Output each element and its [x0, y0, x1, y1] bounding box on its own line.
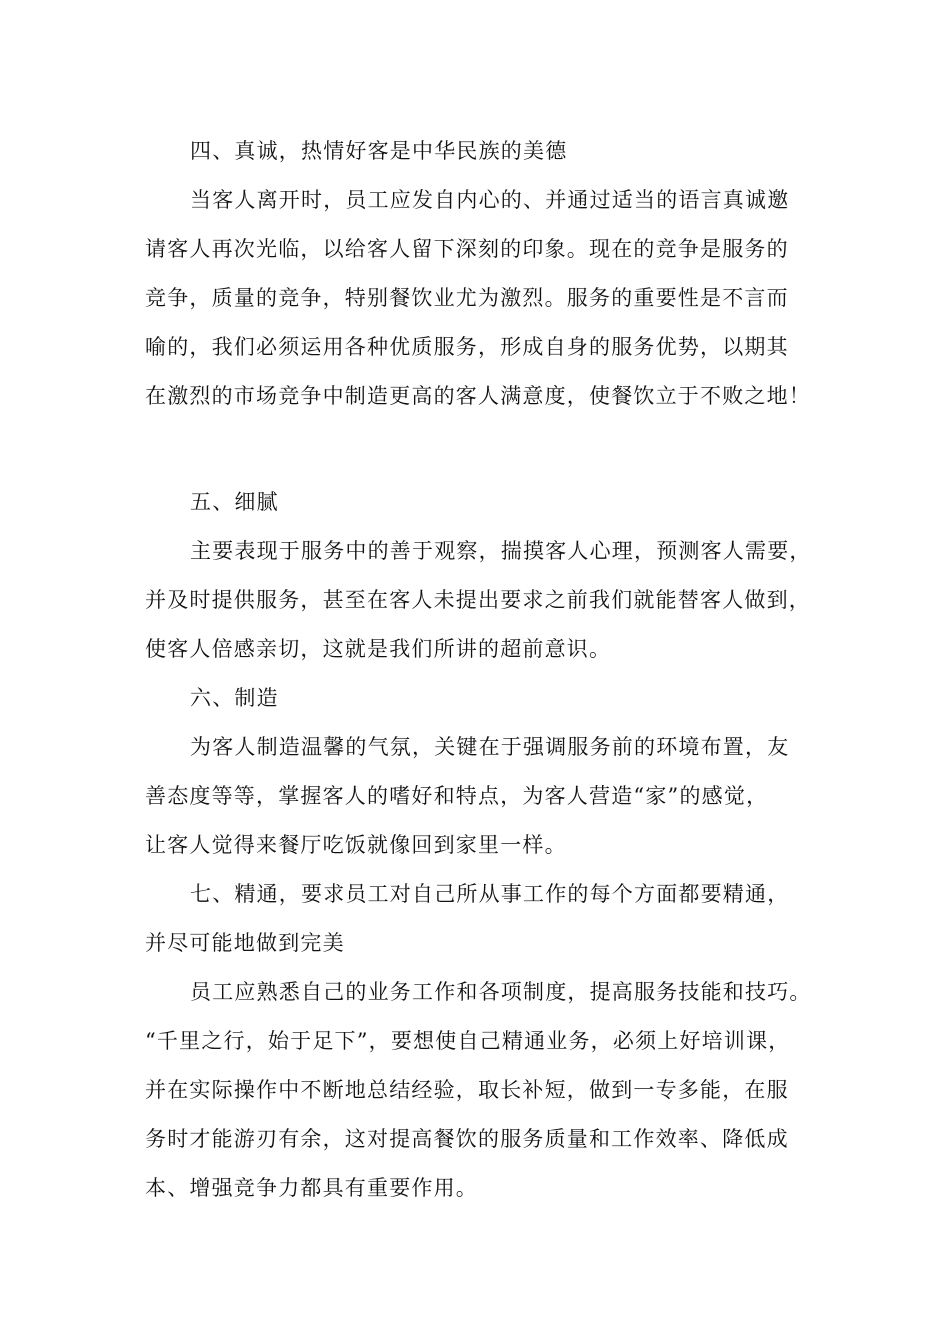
paragraph-line: 在激烈的市场竞争中制造更高的客人满意度，使餐饮立于不败之地！ [145, 384, 811, 408]
paragraph-line: 让客人觉得来餐厅吃饭就像回到家里一样。 [145, 833, 567, 857]
section-4 [145, 127, 825, 421]
section-heading: 五、细腻 [190, 490, 279, 514]
section-heading: 六、制造 [190, 686, 279, 710]
paragraph-line: 主要表现于服务中的善于观察，揣摸客人心理，预测客人需要， [190, 539, 812, 563]
paragraph-line: 喻的，我们必须运用各种优质服务，形成自身的服务优势，以期其 [145, 335, 789, 359]
paragraph-line: 员工应熟悉自己的业务工作和各项制度，提高服务技能和技巧。 [190, 980, 812, 1004]
section-7 [145, 870, 825, 1213]
paragraph-line: 务时才能游刃有余，这对提高餐饮的服务质量和工作效率、降低成 [145, 1127, 789, 1151]
section-heading: 四、真诚，热情好客是中华民族的美德 [190, 139, 568, 163]
paragraph-line: 当客人离开时，员工应发自内心的、并通过适当的语言真诚邀 [190, 188, 790, 212]
section-5 [145, 478, 825, 674]
paragraph-line: 使客人倍感亲切，这就是我们所讲的超前意识。 [145, 637, 612, 661]
section-6 [145, 674, 825, 870]
paragraph-line: 并及时提供服务，甚至在客人未提出要求之前我们就能替客人做到， [145, 588, 811, 612]
paragraph-line: “千里之行，始于足下”，要想使自己精通业务，必须上好培训课， [145, 1029, 791, 1053]
section-heading: 七、精通，要求员工对自己所从事工作的每个方面都要精通， [190, 882, 790, 906]
paragraph-line: 并在实际操作中不断地总结经验，取长补短，做到一专多能，在服 [145, 1078, 789, 1102]
paragraph-line: 请客人再次光临，以给客人留下深刻的印象。现在的竞争是服务的 [145, 237, 789, 261]
paragraph-line: 本、增强竞争力都具有重要作用。 [145, 1176, 478, 1200]
paragraph-line: 竞争，质量的竞争，特别餐饮业尤为激烈。服务的重要性是不言而 [145, 286, 789, 310]
paragraph-line: 为客人制造温馨的气氛，关键在于强调服务前的环境布置，友 [190, 735, 790, 759]
paragraph-line: 善态度等等，掌握客人的嗜好和特点，为客人营造“家”的感觉， [145, 784, 769, 808]
section-heading: 并尽可能地做到完美 [145, 931, 345, 955]
